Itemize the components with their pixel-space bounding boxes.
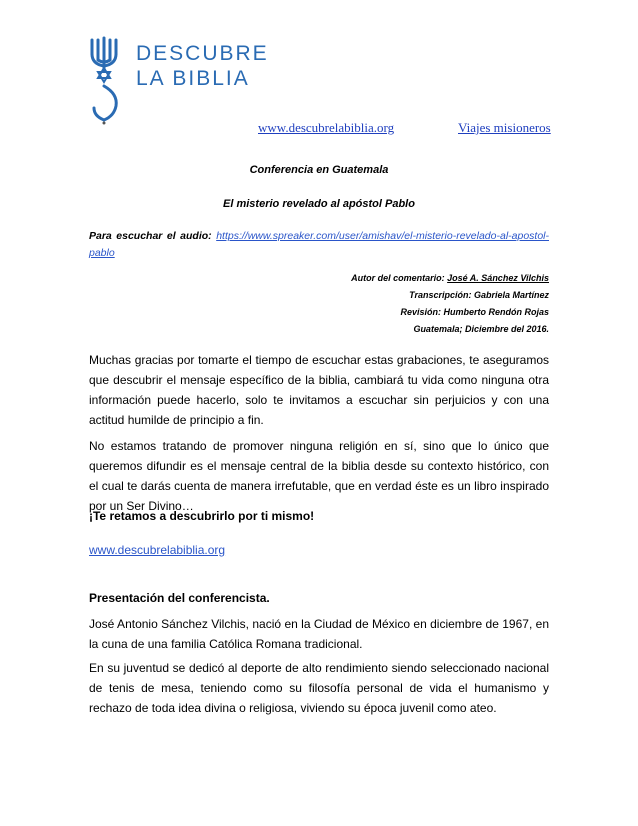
place-date-line: Guatemala; Diciembre del 2016. bbox=[413, 324, 549, 334]
section-title: Presentación del conferencista. bbox=[89, 591, 270, 605]
author-line bbox=[351, 270, 549, 287]
conference-title: Conferencia en Guatemala bbox=[249, 164, 389, 176]
mission-paragraph: No estamos tratando de promover ninguna religión en sí, sino que lo único que queremos difundir es el mensaje central de la biblia desde su contexto histórico, con el cual te darás cuenta de manera irrefutable, que en verdad éste es un libro inspirado por un Ser Divino… bbox=[89, 439, 549, 513]
bio-paragraph-1: José Antonio Sánchez Vilchis, nació en la Ciudad de México en diciembre de 1967, en la cuna de una familia Católica Romana tradicional. bbox=[89, 617, 549, 651]
logo-text bbox=[136, 41, 269, 91]
intro-paragraph: Muchas gracias por tomarte el tiempo de escuchar estas grabaciones, te aseguramos que descubrir el mensaje específico de la biblia, cambiará tu vida como ninguna otra información puede hacerlo, solo te invitamos a escuchar sin perjuicios y con una actitud humilde de principio a fin. bbox=[89, 353, 549, 427]
site-link[interactable]: www.descubrelabiblia.org bbox=[89, 543, 226, 557]
audio-paragraph bbox=[89, 228, 549, 262]
transcription-line: Transcripción: Gabriela Martínez bbox=[409, 290, 549, 300]
logo-line-1: DESCUBRE bbox=[136, 42, 269, 65]
revision-line: Revisión: Humberto Rendón Rojas bbox=[400, 307, 549, 317]
missionary-trips-link[interactable]: Viajes misioneros bbox=[458, 120, 551, 135]
challenge-text: ¡Te retamos a descubrirlo por ti mismo! bbox=[89, 509, 315, 523]
audio-url-link[interactable]: https://www.spreaker.com/user/amishav/el-misterio-revelado-al-apostol-pablo bbox=[89, 230, 549, 259]
audio-label: Para escuchar el audio: bbox=[89, 230, 212, 242]
logo-line-2: LA BIBLIA bbox=[136, 67, 250, 90]
bio-paragraph-2: En su juventud se dedicó al deporte de alto rendimiento siendo seleccionado nacional de tenis de mesa, teniendo como su filosofía personal de vida el humanismo y rechazo de toda idea divina o religiosa, viviendo su época juvenil como ateo. bbox=[89, 661, 549, 715]
conference-subtitle: El misterio revelado al apóstol Pablo bbox=[223, 198, 415, 210]
website-link[interactable]: www.descubrelabiblia.org bbox=[258, 120, 395, 135]
credits-block bbox=[351, 270, 549, 338]
author-name: José A. Sánchez Vilchis bbox=[447, 273, 549, 283]
author-label: Autor del comentario: bbox=[351, 273, 445, 283]
